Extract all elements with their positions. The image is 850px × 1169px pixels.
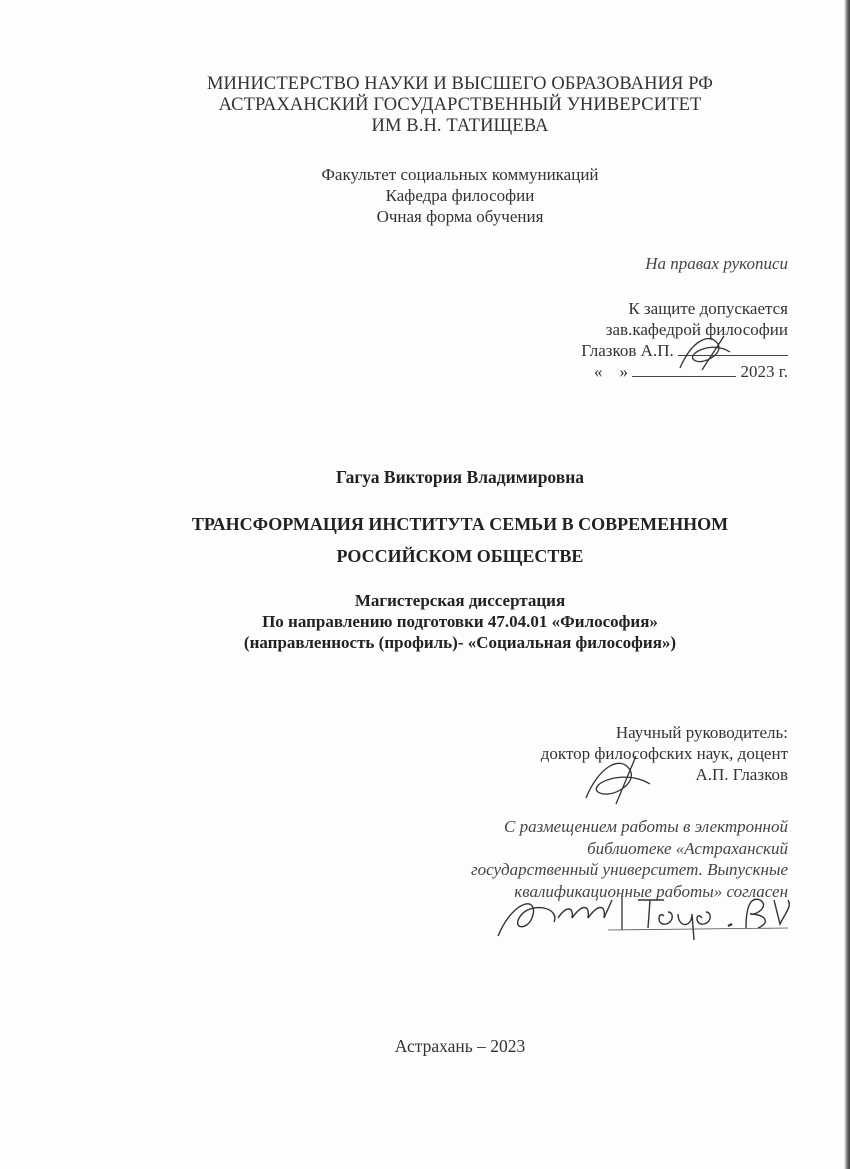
manuscript-note: На правах рукописи [645,254,788,273]
defense-head-name: Глазков А.П. [581,341,674,360]
work-meta-block [0,590,850,653]
defense-year: 2023 г. [740,362,788,381]
study-form-line: Очная форма обучения [376,207,544,226]
consent-line-3: государственный университет. Выпускные [471,860,788,879]
supervisor-label: Научный руководитель: [615,723,788,742]
department-line: Кафедра философии [385,186,535,205]
date-close-quote: » [619,362,628,381]
scan-edge-shadow [844,0,850,1169]
defense-head-line: зав.кафедрой философии [605,320,788,339]
supervisor-degree: доктор философских наук, доцент [540,744,788,763]
signature-scribble-head [672,330,742,375]
ministry-line: МИНИСТЕРСТВО НАУКИ И ВЫСШЕГО ОБРАЗОВАНИЯ РФ [207,74,713,94]
consent-line-1: С размещением работы в электронной [504,817,788,836]
supervisor-block [541,722,788,785]
date-open-quote: « [593,362,603,381]
work-type: Магистерская диссертация [354,591,566,610]
university-line: АСТРАХАНСКИЙ ГОСУДАРСТВЕННЫЙ УНИВЕРСИТЕТ [218,95,702,115]
supervisor-name: А.П. Глазков [695,765,788,784]
header-block [0,74,850,137]
author-name: Гагуа Виктория Владимировна [335,467,585,487]
faculty-line: Факультет социальных коммуникаций [321,165,599,184]
thesis-title [0,508,850,572]
work-profile: (направленность (профиль)- «Социальная философия») [243,633,677,652]
student-handwritten-signature [488,888,798,944]
consent-line-2: библиотеке «Астраханский [587,838,788,858]
title-line-1: ТРАНСФОРМАЦИЯ ИНСТИТУТА СЕМЬИ В СОВРЕМЕННОМ [191,514,729,534]
city-year: Астрахань – 2023 [394,1036,526,1056]
signature-scribble-supervisor [580,748,660,808]
named-after-line: ИМ В.Н. ТАТИЩЕВА [371,116,549,136]
work-direction: По направлению подготовки 47.04.01 «Философия» [262,612,658,631]
title-line-2: РОССИЙСКОМ ОБЩЕСТВЕ [336,546,584,566]
consent-line-4: квалификационные работы» согласен [514,881,788,901]
defense-admitted-line: К защите допускается [628,299,788,318]
faculty-block [0,164,850,227]
